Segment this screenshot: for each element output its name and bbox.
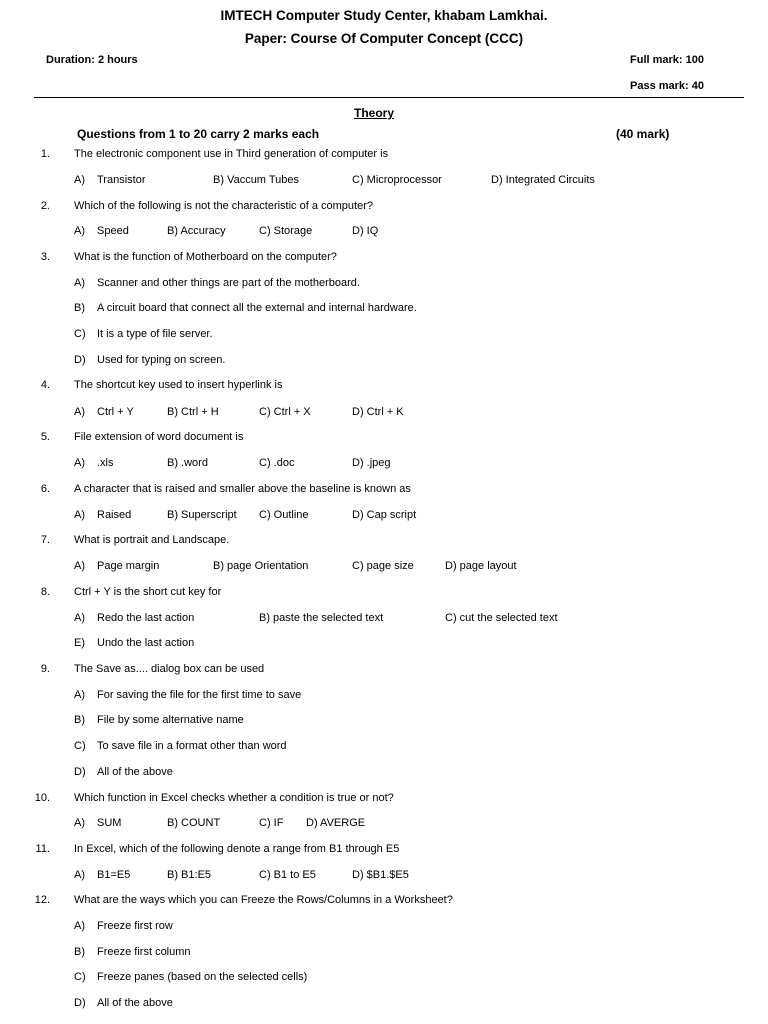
option-text: Freeze first row [97,920,173,932]
option-text: B) COUNT [167,817,221,829]
option-text: File by some alternative name [97,714,244,726]
option-label: D) [74,997,86,1009]
question-number: 2. [40,200,50,212]
option-text: D) IQ [352,225,379,237]
question-number: 7. [40,534,50,546]
option-label: A) [74,174,85,186]
option-text: Undo the last action [97,637,195,649]
option-label: E) [74,637,85,649]
pass-mark-label: Pass mark: 40 [630,80,704,92]
option-label: D) [74,354,86,366]
option-text: Raised [97,509,132,521]
full-mark-label: Full mark: 100 [630,54,704,66]
option-text: To save file in a format other than word [97,740,287,752]
question-text: What are the ways which you can Freeze the Rows/Columns in a Worksheet? [74,894,453,906]
option-label: A) [74,560,85,572]
option-label: C) [74,740,86,752]
option-label: A) [74,406,85,418]
question-text: Which function in Excel checks whether a condition is true or not? [74,792,394,804]
option-label: A) [74,817,85,829]
option-text: C) cut the selected text [445,612,558,624]
duration-label: Duration: 2 hours [46,54,138,66]
option-text: Freeze panes (based on the selected cells) [97,971,308,983]
option-label: A) [74,612,85,624]
option-label: A) [74,457,85,469]
option-text: B) Ctrl + H [167,406,219,418]
option-text: Freeze first column [97,946,191,958]
question-number: 5. [40,431,50,443]
option-text: Page margin [97,560,160,572]
question-text: The shortcut key used to insert hyperlink is [74,379,283,391]
question-number: 3. [40,251,50,263]
question-text: Ctrl + Y is the short cut key for [74,586,222,598]
question-number: 9. [40,663,50,675]
option-text: B) Accuracy [167,225,226,237]
section-heading: Theory [354,106,395,120]
question-text: What is the function of Motherboard on the computer? [74,251,337,263]
option-text: C) Storage [259,225,313,237]
option-label: C) [74,328,86,340]
option-text: C) Microprocessor [352,174,442,186]
option-label: A) [74,920,85,932]
option-label: A) [74,509,85,521]
question-number: 11. [35,843,50,855]
option-label: C) [74,971,86,983]
question-text: Which of the following is not the characteristic of a computer? [74,200,373,212]
paper-title: Paper: Course Of Computer Concept (CCC) [244,31,524,46]
option-text: B) Vaccum Tubes [213,174,299,186]
option-text: D) $B1.$E5 [352,869,409,881]
question-text: The electronic component use in Third generation of computer is [74,148,389,160]
question-text: What is portrait and Landscape. [74,534,230,546]
option-text: D) AVERGE [306,817,366,829]
option-text: B) Superscript [167,509,237,521]
question-number: 4. [40,379,50,391]
option-label: B) [74,946,85,958]
option-text: D) .jpeg [352,457,391,469]
question-number: 6. [40,483,50,495]
option-text: A circuit board that connect all the external and internal hardware. [97,302,417,314]
header-divider [34,97,744,98]
option-text: B) .word [167,457,208,469]
option-text: C) page size [352,560,414,572]
question-text: In Excel, which of the following denote a range from B1 through E5 [74,843,400,855]
question-number: 10. [34,792,50,804]
option-text: Transistor [97,174,146,186]
option-text: .xls [97,457,114,469]
option-text: It is a type of file server. [97,328,213,340]
option-label: A) [74,689,85,701]
option-text: For saving the file for the first time to save [97,689,302,701]
option-label: A) [74,225,85,237]
question-text: A character that is raised and smaller above the baseline is known as [74,483,411,495]
question-number: 1. [40,148,50,160]
option-text: Used for typing on screen. [97,354,226,366]
option-text: C) B1 to E5 [259,869,316,881]
option-text: Ctrl + Y [97,406,134,418]
question-number: 8. [40,586,50,598]
option-text: D) page layout [445,560,517,572]
option-text: D) Integrated Circuits [491,174,595,186]
option-label: A) [74,869,85,881]
question-text: File extension of word document is [74,431,244,443]
question-number: 12. [34,894,50,906]
option-label: B) [74,302,85,314]
option-text: B) B1:E5 [167,869,212,881]
option-text: B) paste the selected text [259,612,384,624]
option-text: Speed [97,225,129,237]
section-marks: (40 mark) [616,127,670,141]
option-label: A) [74,277,85,289]
option-text: B) page Orientation [213,560,309,572]
option-text: D) Cap script [352,509,417,521]
option-text: Scanner and other things are part of the motherboard. [97,277,360,289]
option-text: SUM [97,817,122,829]
exam-title: IMTECH Computer Study Center, khabam Lamkhai. [220,8,548,23]
option-text: B1=E5 [97,869,131,881]
section-instruction: Questions from 1 to 20 carry 2 marks each [77,127,320,141]
option-text: All of the above [97,997,173,1009]
option-label: D) [74,766,86,778]
option-text: C) Ctrl + X [259,406,311,418]
option-text: C) Outline [259,509,309,521]
question-text: The Save as.... dialog box can be used [74,663,265,675]
option-text: D) Ctrl + K [352,406,404,418]
option-label: B) [74,714,85,726]
option-text: C) IF [259,817,284,829]
option-text: Redo the last action [97,612,195,624]
option-text: C) .doc [259,457,295,469]
option-text: All of the above [97,766,173,778]
